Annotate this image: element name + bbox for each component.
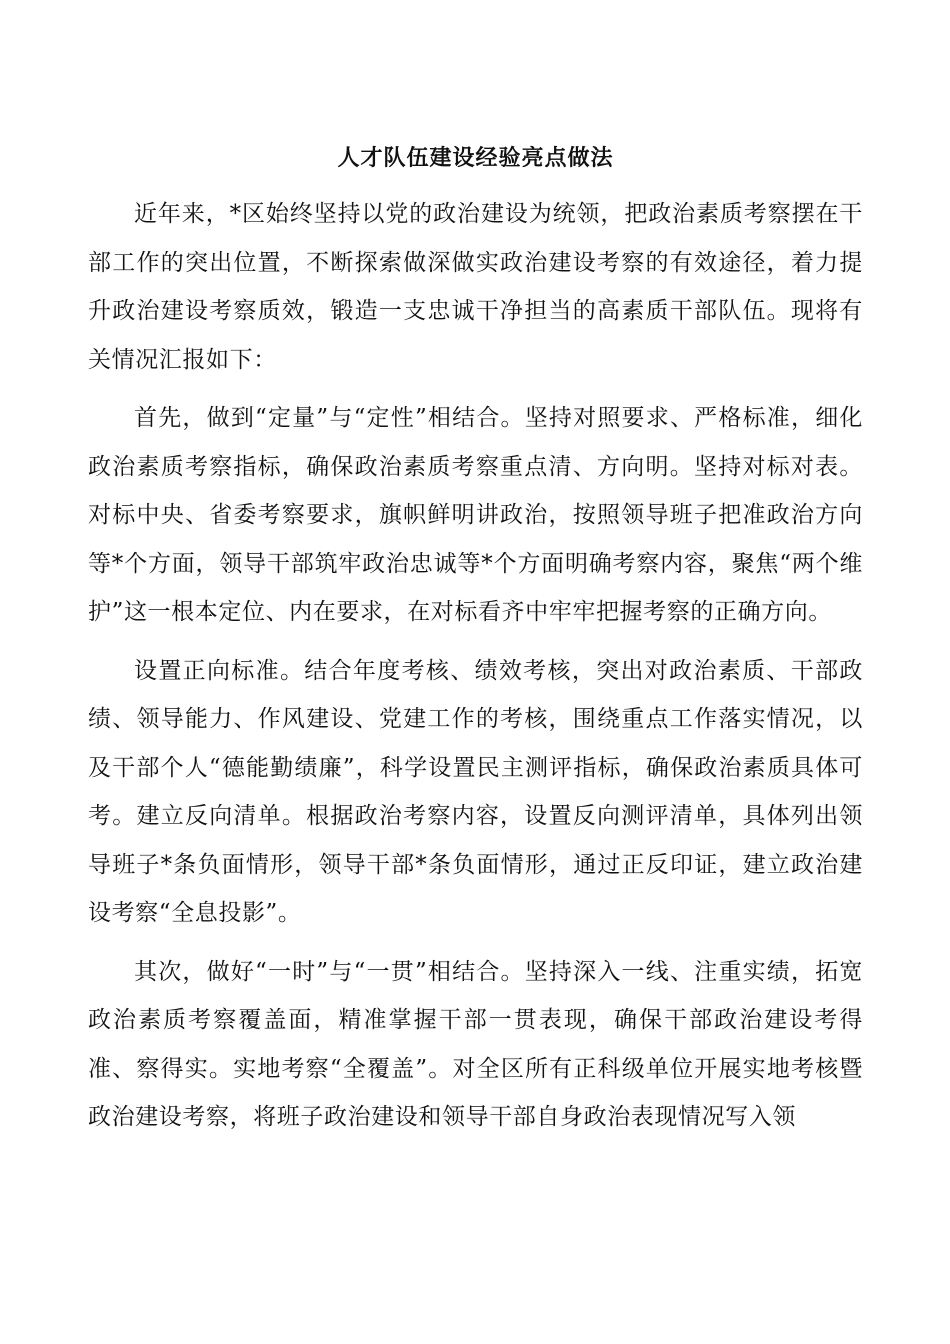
document-title: 人才队伍建设经验亮点做法 <box>337 145 614 171</box>
paragraph-standards: 设置正向标准。结合年度考核、绩效考核，突出对政治素质、干部政绩、领导能力、作风建设、党建工作的考核，围绕重点工作落实情况，以及干部个人“德能勤绩廉”，科学设置民主测评指标，确保政治素质具体可考。建立反向清单。根据政治考察内容，设置反向测评清单，具体列出领导班子*条负面情形，领导干部*条负面情形，通过正反印证，建立政治建设考察“全息投影”。 <box>88 657 863 926</box>
paragraph-intro: 近年来，*区始终坚持以党的政治建设为统领，把政治素质考察摆在干部工作的突出位置，不断探索做深做实政治建设考察的有效途径，着力提升政治建设考察质效，锻造一支忠诚干净担当的高素质干部队伍。现将有关情况汇报如下： <box>88 201 863 373</box>
paragraph-first-point: 首先，做到“定量”与“定性”相结合。坚持对照要求、严格标准，细化政治素质考察指标，确保政治素质考察重点清、方向明。坚持对标对表。对标中央、省委考察要求，旗帜鲜明讲政治，按照领导班子把准政治方向等*个方面，领导干部筑牢政治忠诚等*个方面明确考察内容，聚焦“两个维护”这一根本定位、内在要求，在对标看齐中牢牢把握考察的正确方向。 <box>88 405 863 625</box>
document-page <box>88 140 863 1152</box>
paragraph-second-point: 其次，做好“一时”与“一贯”相结合。坚持深入一线、注重实绩，拓宽政治素质考察覆盖面，精准掌握干部一贯表现，确保干部政治建设考得准、察得实。实地考察“全覆盖”。对全区所有正科级单位开展实地考核暨政治建设考察，将班子政治建设和领导干部自身政治表现情况写入领 <box>88 958 863 1130</box>
